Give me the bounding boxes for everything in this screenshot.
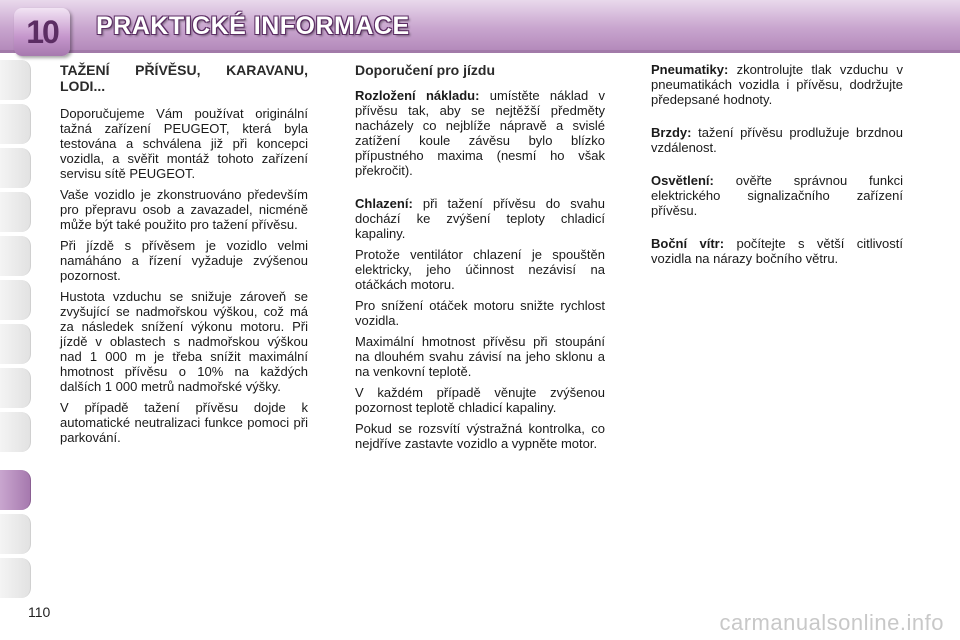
lights-paragraph: [651, 173, 903, 218]
side-tab[interactable]: [0, 558, 31, 598]
tyres-text: zkontrolujte tlak vzduchu v pneumatikách vozidla i přívěsu, dodržujte předepsané hodnoty.: [651, 62, 903, 107]
side-tab-active[interactable]: [0, 470, 31, 510]
paragraph: Vaše vozidlo je zkonstruováno především pro přepravu osob a zavazadel, nicméně může být také použito pro tažení přívěsu.: [60, 187, 308, 232]
side-tab[interactable]: [0, 280, 31, 320]
lights-label: Osvětlení:: [651, 173, 714, 188]
tyres-paragraph: [651, 62, 903, 107]
cooling-text: při tažení přívěsu do svahu dochází ke zvýšení teploty chladicí kapaliny.: [355, 196, 605, 241]
middle-column: [355, 62, 605, 457]
paragraph: Protože ventilátor chlazení je spouštěn elektricky, jeho účinnost nezávisí na otáčkách motoru.: [355, 247, 605, 292]
cooling-paragraph: [355, 196, 605, 241]
side-tab[interactable]: [0, 324, 31, 364]
side-tab[interactable]: [0, 514, 31, 554]
side-tab[interactable]: [0, 192, 31, 232]
left-column: [60, 62, 308, 451]
load-paragraph: [355, 88, 605, 178]
side-tab[interactable]: [0, 148, 31, 188]
paragraph: Hustota vzduchu se snižuje zároveň se zvyšující se nadmořskou výškou, což má za následek snížení výkonu motoru. Při jízdě v oblastech s nadmořskou výškou nad 1 000 m je třeba snížit maximální hmotnost přívěsu o 10% na každých dalších 1 000 metrů nadmořské výšky.: [60, 289, 308, 394]
paragraph: Doporučujeme Vám používat originální tažná zařízení PEUGEOT, která byla testována a schválena již při koncepci vozidla, a svěřit montáž tohoto zařízení servisu sítě PEUGEOT.: [60, 106, 308, 181]
side-tab[interactable]: [0, 412, 31, 452]
header-divider: [0, 50, 960, 53]
lights-text: ověřte správnou funkci elektrického signalizačního zařízení přívěsu.: [651, 173, 903, 218]
side-tab[interactable]: [0, 104, 31, 144]
cooling-label: Chlazení:: [355, 196, 413, 211]
load-text: umístěte náklad v přívěsu tak, aby se nejtěžší předměty nacházely co nejblíže nápravě a svislé zatížení koule závěsu bylo blízko přípustného maxima (nesmí ho však překročit).: [355, 88, 605, 178]
paragraph: Při jízdě s přívěsem je vozidlo velmi namáháno a řízení vyžaduje zvýšenou pozornost.: [60, 238, 308, 283]
paragraph: Pokud se rozsvítí výstražná kontrolka, co nejdříve zastavte vozidlo a vypněte motor.: [355, 421, 605, 451]
watermark: carmanualsonline.info: [719, 610, 944, 635]
wind-text: počítejte s větší citlivostí vozidla na nárazy bočního větru.: [651, 236, 903, 266]
section-heading: TAŽENÍ PŘÍVĚSU, KARAVANU, LODI...: [60, 62, 308, 94]
brakes-text: tažení přívěsu prodlužuje brzdnou vzdálenost.: [651, 125, 903, 155]
page-number: 110: [28, 604, 51, 620]
section-heading: Doporučení pro jízdu: [355, 62, 495, 78]
paragraph: Maximální hmotnost přívěsu při stoupání na dlouhém svahu závisí na jeho sklonu a na venkovní teplotě.: [355, 334, 605, 379]
brakes-label: Brzdy:: [651, 125, 692, 140]
wind-label: Boční vítr:: [651, 236, 725, 251]
side-tab[interactable]: [0, 368, 31, 408]
paragraph: Pro snížení otáček motoru snižte rychlost vozidla.: [355, 298, 605, 328]
chapter-badge: 10: [14, 8, 70, 56]
tyres-label: Pneumatiky:: [651, 62, 729, 77]
side-tab[interactable]: [0, 236, 31, 276]
paragraph: V případě tažení přívěsu dojde k automatické neutralizaci funkce pomoci při parkování.: [60, 400, 308, 445]
brakes-paragraph: [651, 125, 903, 155]
wind-paragraph: [651, 236, 903, 266]
load-label: Rozložení nákladu:: [355, 88, 480, 103]
right-column: [651, 62, 903, 272]
side-tab[interactable]: [0, 60, 31, 100]
paragraph: V každém případě věnujte zvýšenou pozornost teplotě chladicí kapaliny.: [355, 385, 605, 415]
page-title: PRAKTICKÉ INFORMACE: [96, 12, 410, 40]
